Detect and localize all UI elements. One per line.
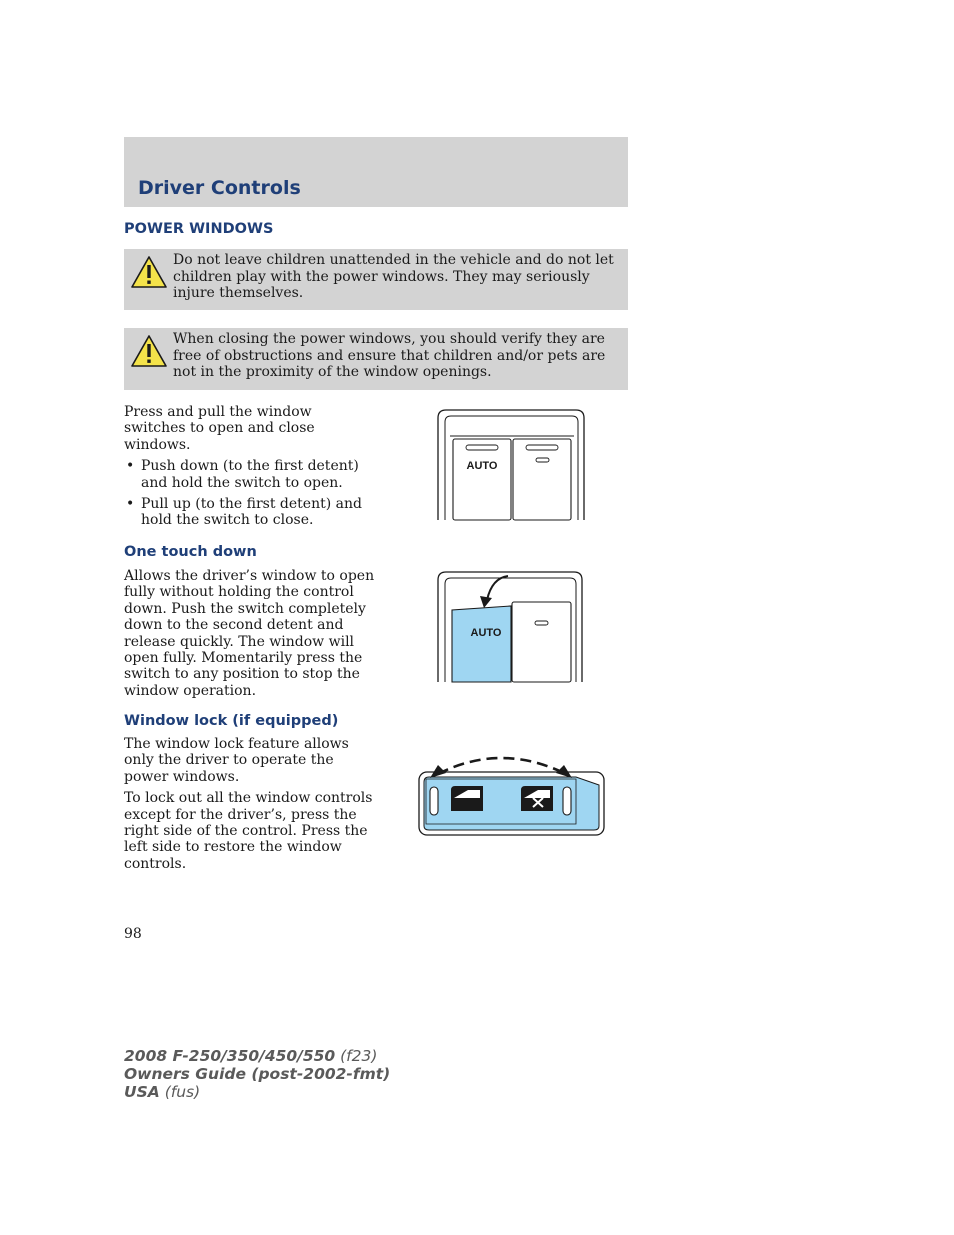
- window-lock-block: [124, 736, 380, 872]
- chapter-header-band: [124, 137, 628, 207]
- list-item: • Pull up (to the first detent) and hold the switch to close.: [124, 496, 376, 529]
- intro-paragraph: Press and pull the window switches to open and close windows.: [124, 404, 315, 453]
- footer-model: 2008 F-250/350/450/550: [124, 1047, 336, 1065]
- one-touch-switch-figure: [436, 570, 586, 684]
- document-footer: [124, 1047, 390, 1101]
- auto-label: AUTO: [466, 460, 498, 472]
- window-unlock-icon: [451, 786, 483, 811]
- warning-box-children: [124, 249, 628, 310]
- section-title: POWER WINDOWS: [124, 221, 274, 237]
- intro-block: [124, 404, 376, 534]
- one-touch-heading: One touch down: [124, 544, 257, 560]
- warning-text: Do not leave children unattended in the vehicle and do not let children play with the power windows. They may seriously injure themselves.: [173, 252, 614, 302]
- footer-model-code: (f23): [340, 1047, 378, 1065]
- window-lock-figure: [416, 750, 608, 838]
- auto-label: AUTO: [470, 627, 502, 639]
- passenger-window-switch: [513, 439, 571, 520]
- page-number: 98: [124, 926, 142, 942]
- footer-market-code: (fus): [164, 1083, 201, 1101]
- window-lock-paragraph: The window lock feature allows only the driver to operate the power windows.: [124, 736, 349, 785]
- window-lock-paragraph: To lock out all the window controls except for the driver’s, press the right side of the control. Press the left side to restore the window controls.: [124, 790, 373, 872]
- passenger-window-switch: [512, 602, 571, 682]
- driver-switch-pressed: [452, 606, 511, 682]
- footer-guide: Owners Guide (post-2002-fmt): [124, 1065, 391, 1083]
- driver-window-switch: [453, 439, 511, 520]
- chapter-title: Driver Controls: [138, 177, 301, 199]
- warning-text: When closing the power windows, you should verify they are free of obstructions and ensure that children and/or pets are not in the proximity of the window openings.: [173, 331, 606, 381]
- warning-triangle-icon: [130, 333, 168, 369]
- warning-triangle-icon: [130, 254, 168, 290]
- window-lock-icon: [521, 786, 553, 811]
- intro-bullet-list: [124, 458, 376, 529]
- footer-market: USA: [124, 1083, 160, 1101]
- one-touch-block: [124, 568, 376, 699]
- one-touch-paragraph: Allows the driver’s window to open fully without holding the control down. Push the switch completely down to the second detent and release quickly. The window will open fully. Momentarily press the switch to any position to stop the window operation.: [124, 568, 375, 699]
- window-switch-figure: [436, 408, 588, 522]
- warning-box-obstructions: [124, 328, 628, 390]
- list-item: • Push down (to the first detent) and hold the switch to open.: [124, 458, 376, 491]
- window-lock-heading: Window lock (if equipped): [124, 713, 339, 729]
